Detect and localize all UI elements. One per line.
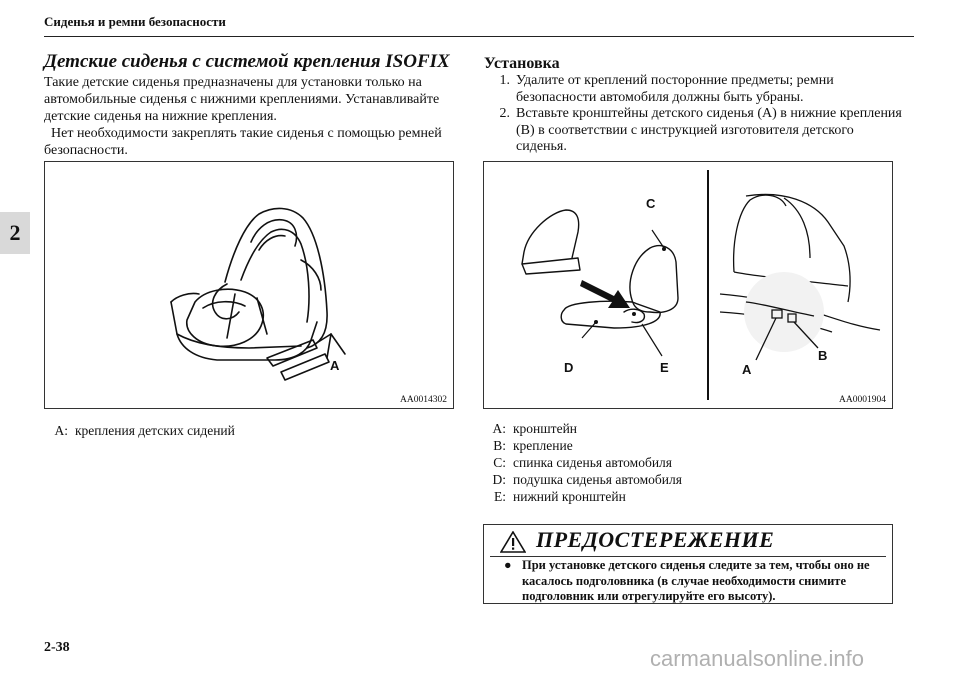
legend-key: D: (492, 472, 506, 487)
legend-key: A: (492, 421, 506, 436)
bullet-icon: ● (504, 558, 512, 572)
warning-header (484, 525, 892, 556)
chapter-tab: 2 (0, 212, 30, 254)
note-paragraph: Нет необходимости закреплять такие сиденья с помощью ремней безопасности. (44, 126, 442, 158)
legend-text: крепление (513, 438, 573, 453)
step-text: Удалите от креплений посторонние предметы; ремни безопасности автомобиля должны быть убраны. (516, 73, 834, 105)
install-steps (484, 73, 904, 156)
legend-text: кронштейн (513, 421, 578, 436)
step-number: 2. (499, 106, 510, 121)
section-title: Детские сиденья с системой крепления ISOFIX (44, 51, 450, 72)
callout-e: E (660, 360, 669, 375)
figure-code: AA0001904 (839, 395, 886, 405)
callout-b: B (818, 348, 828, 363)
legend-item (482, 420, 682, 437)
callout-a: A (742, 362, 752, 377)
legend-text: крепления детских сидений (75, 423, 235, 438)
step-number: 1. (499, 73, 510, 88)
legend-item (482, 488, 682, 505)
figure-code: AA0014302 (400, 395, 447, 405)
legend-key: A: (54, 423, 68, 438)
warning-text: При установке детского сиденья следите за тем, чтобы оно не касалось подголовника (в случае необходимости снимите подголовник или отрегулируйте его высоту). (522, 558, 870, 603)
page-number: 2-38 (44, 640, 70, 655)
warning-box (483, 524, 893, 604)
legend-item (482, 471, 682, 488)
legend-text: подушка сиденья автомобиля (513, 472, 682, 487)
warning-item (504, 558, 884, 605)
warning-divider (490, 556, 886, 557)
watermark: carmanualsonline.info (650, 646, 865, 671)
legend-key: E: (494, 489, 506, 504)
child-seat-illustration (45, 162, 453, 408)
warning-triangle-icon (500, 531, 526, 553)
step-text: Вставьте кронштейны детского сиденья (A) в нижние крепления (B) в соответствии с инструкцией изготовителя детского сиденья. (516, 106, 902, 154)
installation-illustration (484, 162, 892, 408)
install-step (484, 106, 904, 156)
legend-text: спинка сиденья автомобиля (513, 455, 673, 470)
warning-title: ПРЕДОСТЕРЕЖЕНИЕ (536, 527, 775, 552)
installation-figure (483, 161, 893, 409)
figure1-legend (44, 422, 235, 439)
legend-text: нижний кронштейн (513, 489, 626, 504)
callout-d: D (564, 360, 574, 375)
legend-item (482, 454, 682, 471)
legend-item (482, 437, 682, 454)
intro-paragraph: Такие детские сиденья предназначены для установки только на автомобильные сиденья с нижними креплениями. Устанавливайте детские сиденья на нижние крепления. (44, 75, 440, 124)
legend-key: C: (493, 455, 506, 470)
child-seat-figure (44, 161, 454, 409)
running-header: Сиденья и ремни безопасности (44, 14, 226, 29)
legend-item (44, 422, 235, 439)
install-heading: Установка (484, 55, 560, 72)
figure2-legend (482, 420, 682, 505)
install-step (484, 73, 904, 106)
callout-a: A (330, 358, 340, 373)
header-divider (44, 36, 914, 37)
callout-c: C (646, 196, 656, 211)
legend-key: B: (493, 438, 506, 453)
